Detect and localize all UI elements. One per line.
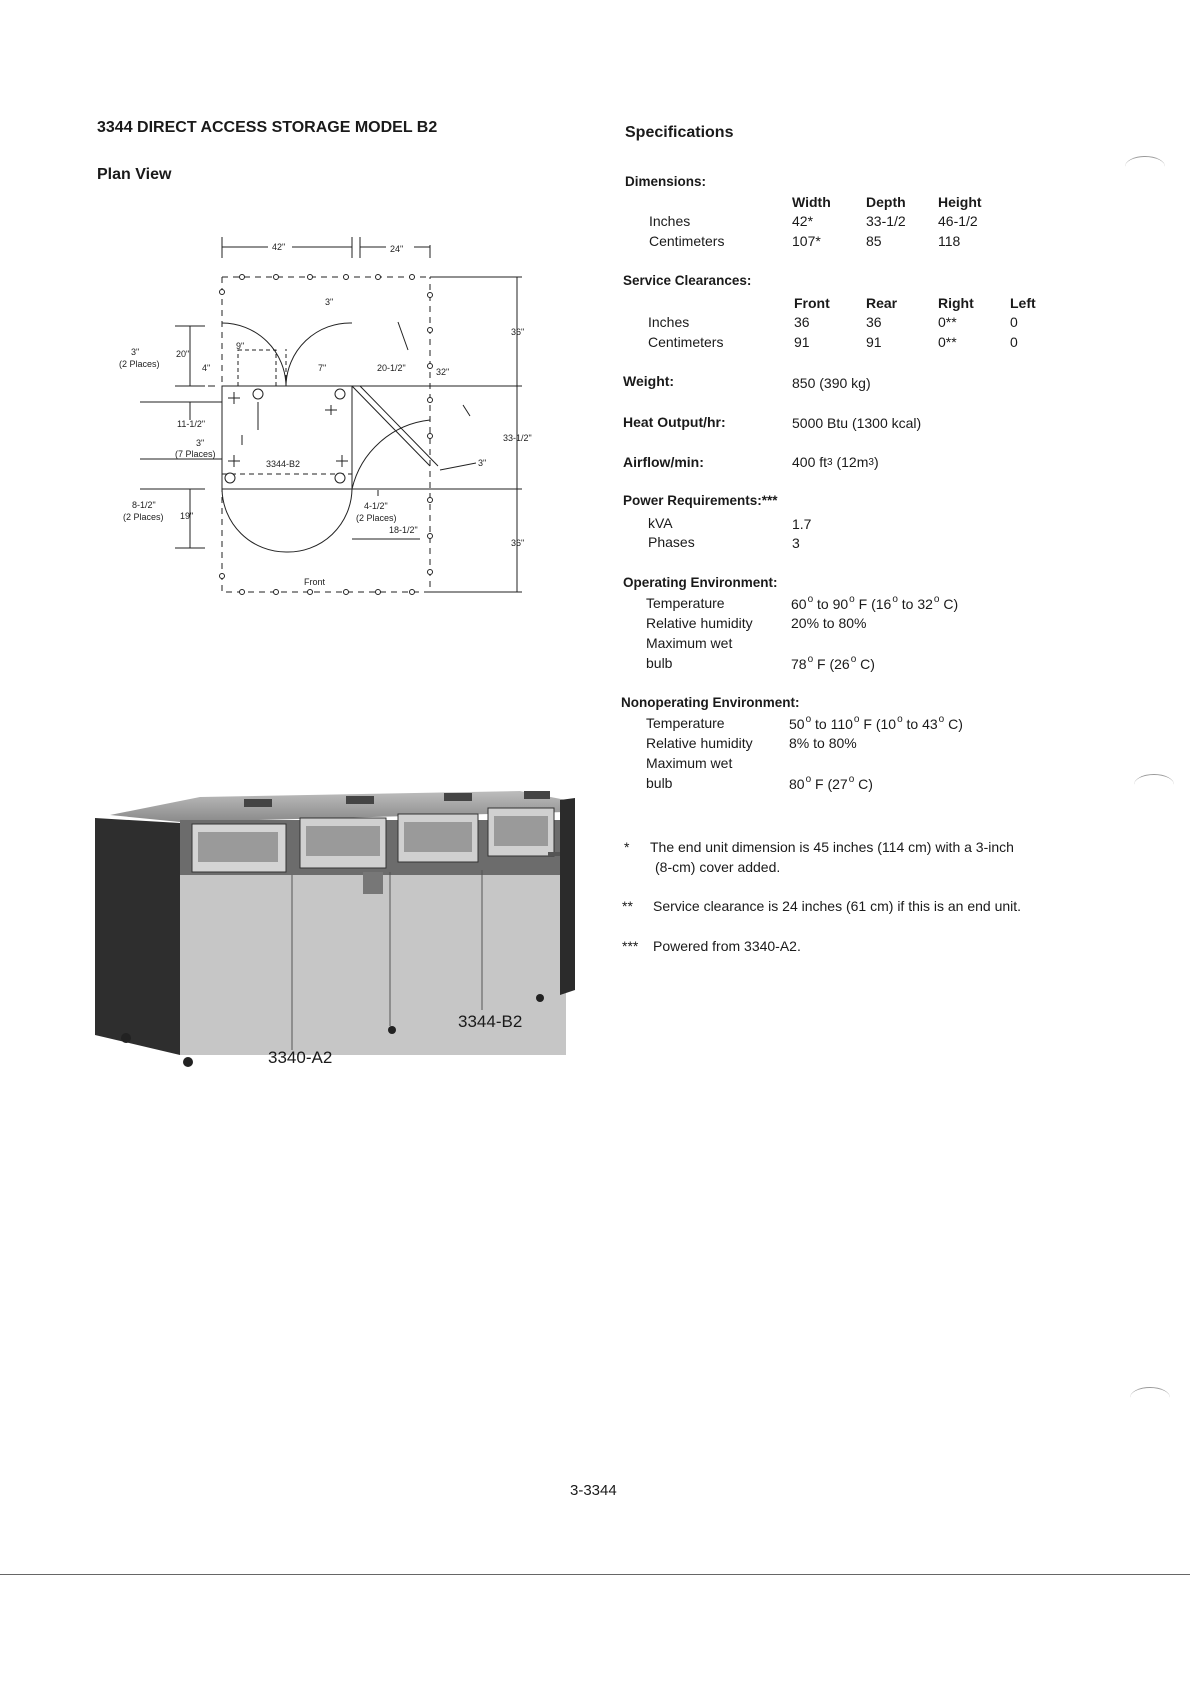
nonop-bulb-label: bulb [646,775,673,791]
power-phases-label: Phases [648,534,695,550]
op-temp-label: Temperature [646,595,725,611]
note-1-mark: * [624,839,630,855]
dim-row-inches: Inches [649,213,691,229]
nonop-temp-value: 50$^o$ to 110$^o$ F (10$^o$ to 43$^o$ C) [789,714,963,732]
dim-24: 24" [390,244,404,254]
op-bulb-value: 78$^o$ F (26$^o$ C) [791,654,875,672]
dim-inches-depth: 33-1/2 [866,213,906,229]
nonoperating-heading: Nonoperating Environment: [621,695,800,710]
seven-places-label: (7 Places) [175,449,216,459]
dim-inches-height: 46-1/2 [938,213,978,229]
dim-32: 32" [436,367,450,377]
svc-cm-left: 0 [1010,334,1018,350]
dim-36-bottom: 36" [511,538,525,548]
two-places-label-3: (2 Places) [356,513,397,523]
note-1-line-1: The end unit dimension is 45 inches (114 cm) with a 3-inch [650,839,1014,855]
weight-label: Weight: [623,373,675,389]
dim-3-side: 3" [478,458,487,468]
page-number: 3-3344 [570,1482,617,1499]
power-kva-value: 1.7 [792,516,812,532]
bottom-rule [0,1574,1190,1575]
plan-view-diagram [100,230,550,610]
svc-inches-left: 0 [1010,314,1018,330]
binder-hole-mark-1 [1125,156,1165,177]
note-2-mark: ** [622,898,633,914]
operating-heading: Operating Environment: [623,575,778,590]
nonop-rh-value: 8% to 80% [789,735,857,751]
dim-18-half: 18-1/2" [389,525,418,535]
dim-9: 9" [236,341,245,351]
note-3-mark: *** [622,938,639,954]
model-label: 3344-B2 [266,459,301,469]
dim-3-seven-places: 3" [196,438,205,448]
dim-inches-width: 42* [792,213,814,229]
op-rh-label: Relative humidity [646,615,753,631]
dim-cm-height: 118 [938,233,961,249]
svc-col-left: Left [1010,295,1036,311]
note-1-line-2: (8-cm) cover added. [655,859,781,875]
nonop-mw-label: Maximum wet [646,755,733,771]
dim-42: 42" [272,242,286,252]
dim-11-half: 11-1/2" [177,419,206,429]
dimensions-heading: Dimensions: [625,174,707,189]
dim-8-half: 8-1/2" [132,500,156,510]
svc-cm-rear: 91 [866,334,882,350]
two-places-label-1: (2 Places) [119,359,160,369]
front-label: Front [304,577,326,587]
dim-4-half: 4-1/2" [364,501,388,511]
svc-row-centimeters: Centimeters [648,334,724,350]
specifications-heading: Specifications [625,124,734,141]
weight-value: 850 (390 kg) [792,375,871,391]
photo-label-3344-b2: 3344-B2 [458,1012,523,1031]
svc-cm-front: 91 [794,334,810,350]
heat-value: 5000 Btu (1300 kcal) [792,415,922,431]
op-temp-value: 60$^o$ to 90$^o$ F (16$^o$ to 32$^o$ C) [791,594,959,612]
dim-36-top: 36" [511,327,525,337]
power-phases-value: 3 [792,535,800,551]
nonop-bulb-value: 80$^o$ F (27$^o$ C) [789,774,873,792]
op-mw-label: Maximum wet [646,635,733,651]
dim-row-centimeters: Centimeters [649,233,725,249]
dim-20: 20" [176,349,190,359]
dim-4: 4" [202,363,211,373]
dim-3-top: 3" [325,297,334,307]
svc-inches-front: 36 [794,314,810,330]
nonop-rh-label: Relative humidity [646,735,753,751]
svc-inches-rear: 36 [866,314,882,330]
dim-cm-depth: 85 [866,233,882,249]
two-places-label-2: (2 Places) [123,512,164,522]
binder-hole-mark-3 [1130,1387,1170,1408]
dim-20-half: 20-1/2" [377,363,406,373]
svc-inches-right: 0** [938,314,957,330]
page-title: 3344 DIRECT ACCESS STORAGE MODEL B2 [97,119,438,136]
heat-label: Heat Output/hr: [623,414,726,430]
svc-cm-right: 0** [938,334,957,350]
power-kva-label: kVA [648,515,673,531]
note-3-text: Powered from 3340-A2. [653,938,801,954]
dim-cm-width: 107* [792,233,821,249]
op-bulb-label: bulb [646,655,673,671]
airflow-value: 400 $ft^3$ $(12m^3)$ [792,454,879,470]
plan-view-heading: Plan View [97,166,172,183]
svc-row-inches: Inches [648,314,690,330]
power-heading: Power Requirements:*** [623,493,778,508]
dim-3-two-places: 3" [131,347,140,357]
note-2-text: Service clearance is 24 inches (61 cm) if this is an end unit. [653,898,1022,914]
svc-col-rear: Rear [866,295,898,311]
dim-33-half: 33-1/2" [503,433,532,443]
dim-col-width: Width [792,194,831,210]
nonop-temp-label: Temperature [646,715,725,731]
photo-label-3340-a2: 3340-A2 [268,1048,333,1067]
dim-col-height: Height [938,194,982,210]
dim-col-depth: Depth [866,194,906,210]
svc-col-front: Front [794,295,830,311]
dim-7: 7" [318,363,327,373]
op-rh-value: 20% to 80% [791,615,867,631]
binder-hole-mark-2 [1134,774,1174,795]
dim-19: 19" [180,511,194,521]
airflow-label: Airflow/min: [623,454,704,470]
service-heading: Service Clearances: [623,273,752,288]
svc-col-right: Right [938,295,974,311]
